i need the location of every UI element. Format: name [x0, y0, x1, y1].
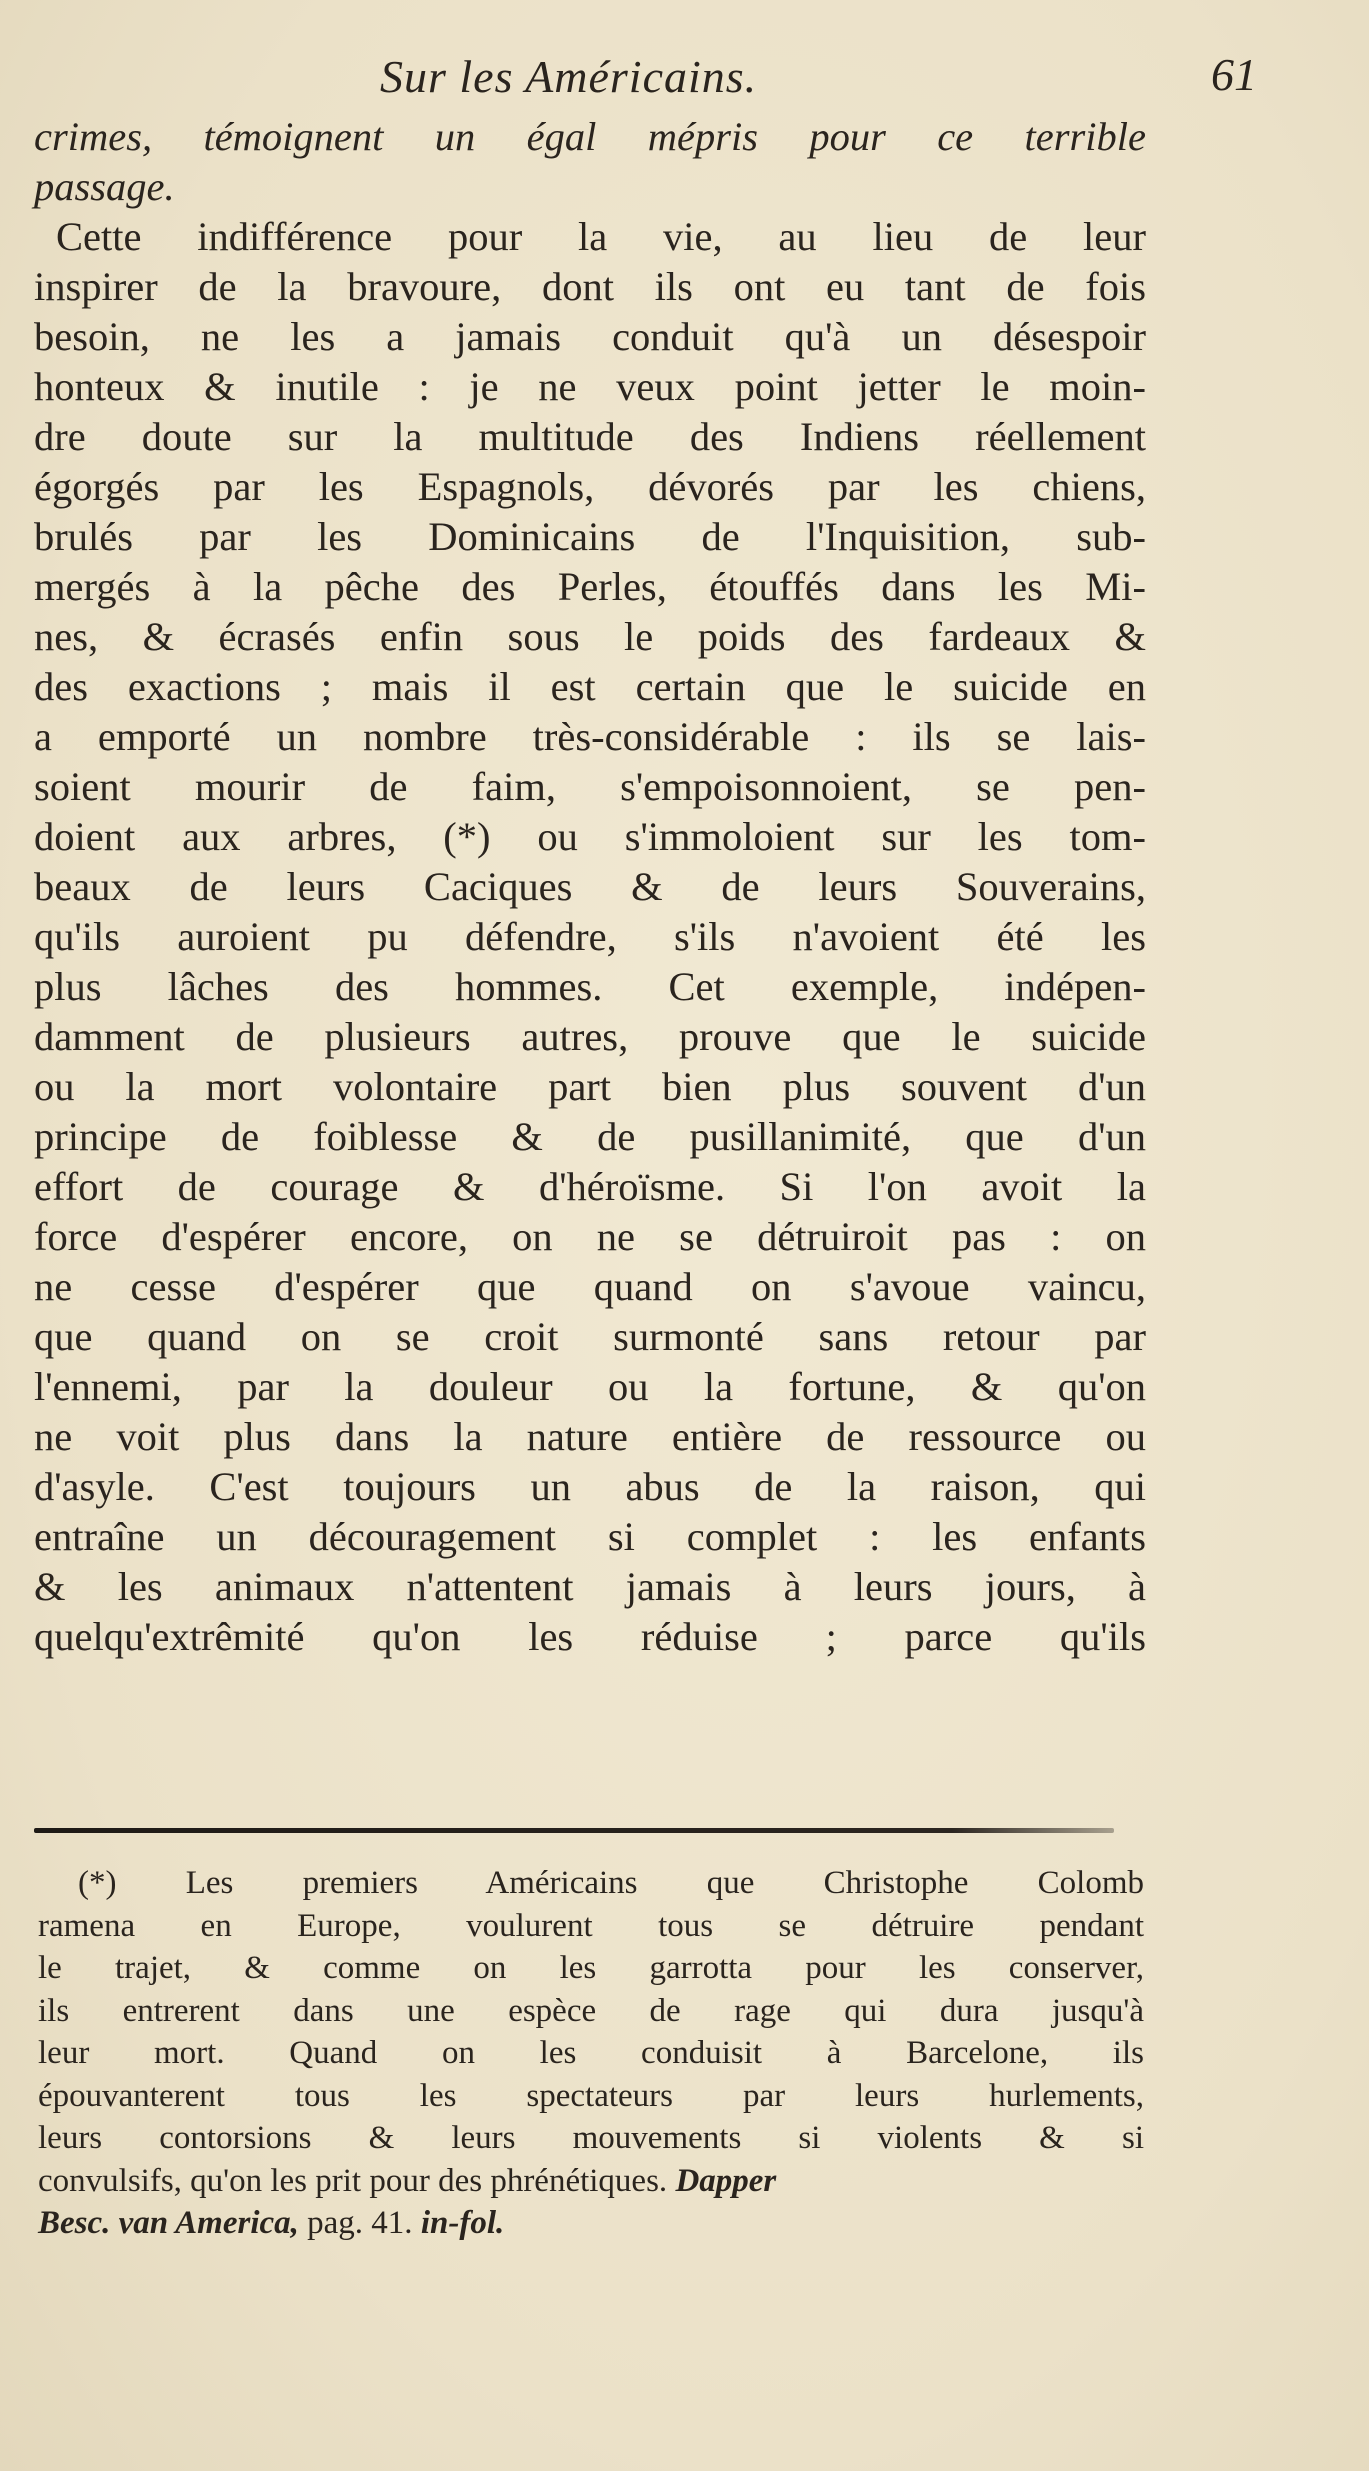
text-line: qu'ils auroient pu défendre, s'ils n'avoient été les — [34, 914, 1146, 959]
footnote-line: (*) Les premiers Américains que Christophe Colomb — [78, 1865, 1144, 1901]
footnote — [38, 1862, 1144, 2245]
running-head: Sur les Américains. — [380, 51, 758, 102]
text-line: besoin, ne les a jamais conduit qu'à un désespoir — [34, 314, 1146, 359]
text-line: ou la mort volontaire part bien plus souvent d'un — [34, 1064, 1146, 1109]
text-line: principe de foiblesse & de pusillanimité, que d'un — [34, 1114, 1146, 1159]
text-line: l'ennemi, par la douleur ou la fortune, & qu'on — [34, 1364, 1146, 1409]
footnote-line: le trajet, & comme on les garrotta pour les conserver, — [38, 1950, 1144, 1986]
footnote-divider — [34, 1828, 1114, 1833]
text-line: d'asyle. C'est toujours un abus de la raison, qui — [34, 1464, 1146, 1509]
text-line: inspirer de la bravoure, dont ils ont eu tant de fois — [34, 264, 1146, 309]
text-line: quelqu'extrêmité qu'on les réduise ; parce qu'ils — [34, 1614, 1146, 1659]
text-line: dre doute sur la multitude des Indiens réellement — [34, 414, 1146, 459]
page-number: 61 — [1211, 49, 1257, 100]
page-header — [0, 42, 1369, 112]
text-line: passage. — [34, 164, 175, 209]
text-line: mergés à la pêche des Perles, étouffés dans les Mi- — [34, 564, 1146, 609]
footnote-ref-author: Dapper — [675, 2162, 777, 2199]
text-line: nes, & écrasés enfin sous le poids des fardeaux & — [34, 614, 1146, 659]
footnote-ref-format: in-fol. — [420, 2205, 505, 2241]
text-line: ne cesse d'espérer que quand on s'avoue vaincu, — [34, 1264, 1146, 1309]
text-line: effort de courage & d'héroïsme. Si l'on avoit la — [34, 1164, 1146, 1209]
footnote-line: ils entrerent dans une espèce de rage qui dura jusqu'à — [38, 1992, 1144, 2029]
body-text — [34, 112, 1146, 1662]
text-line: plus lâches des hommes. Cet exemple, indépen- — [34, 964, 1146, 1009]
text-line: brulés par les Dominicains de l'Inquisition, sub- — [34, 514, 1146, 559]
text-line: ne voit plus dans la nature entière de ressource ou — [34, 1414, 1146, 1459]
text-line: & les animaux n'attentent jamais à leurs jours, à — [34, 1564, 1146, 1609]
footnote-line — [38, 2160, 1144, 2203]
text-line: des exactions ; mais il est certain que le suicide en — [34, 664, 1146, 709]
text-line: honteux & inutile : je ne veux point jetter le moin- — [34, 364, 1146, 409]
text-line: Cette indifférence pour la vie, au lieu de leur — [56, 214, 1146, 259]
text-line: que quand on se croit surmonté sans retour par — [34, 1314, 1146, 1359]
footnote-line: ramena en Europe, voulurent tous se détruire pendant — [38, 1907, 1144, 1944]
footnote-line-text: convulsifs, qu'on les prit pour des phrénétiques. — [38, 2162, 668, 2199]
text-line: a emporté un nombre très-considérable : ils se lais- — [34, 714, 1146, 759]
text-line: beaux de leurs Caciques & de leurs Souverains, — [34, 864, 1146, 909]
text-line: soient mourir de faim, s'empoisonnoient, se pen- — [34, 764, 1146, 809]
text-line: entraîne un découragement si complet : les enfants — [34, 1514, 1146, 1559]
text-line: force d'espérer encore, on ne se détruiroit pas : on — [34, 1214, 1146, 1259]
text-line: égorgés par les Espagnols, dévorés par les chiens, — [34, 464, 1146, 509]
footnote-ref-page: pag. 41. — [307, 2205, 413, 2241]
text-line: damment de plusieurs autres, prouve que le suicide — [34, 1014, 1146, 1059]
text-line: crimes, témoignent un égal mépris pour ce terrible — [34, 114, 1146, 159]
footnote-line: leur mort. Quand on les conduisit à Barcelone, ils — [38, 2035, 1144, 2071]
footnote-line: épouvanterent tous les spectateurs par leurs hurlements, — [38, 2077, 1144, 2114]
footnote-line: leurs contorsions & leurs mouvements si violents & si — [38, 2120, 1144, 2156]
text-line: doient aux arbres, (*) ou s'immoloient sur les tom- — [34, 814, 1146, 859]
footnote-ref-title: Besc. van America, — [38, 2205, 299, 2241]
footnote-reference — [38, 2202, 1144, 2245]
